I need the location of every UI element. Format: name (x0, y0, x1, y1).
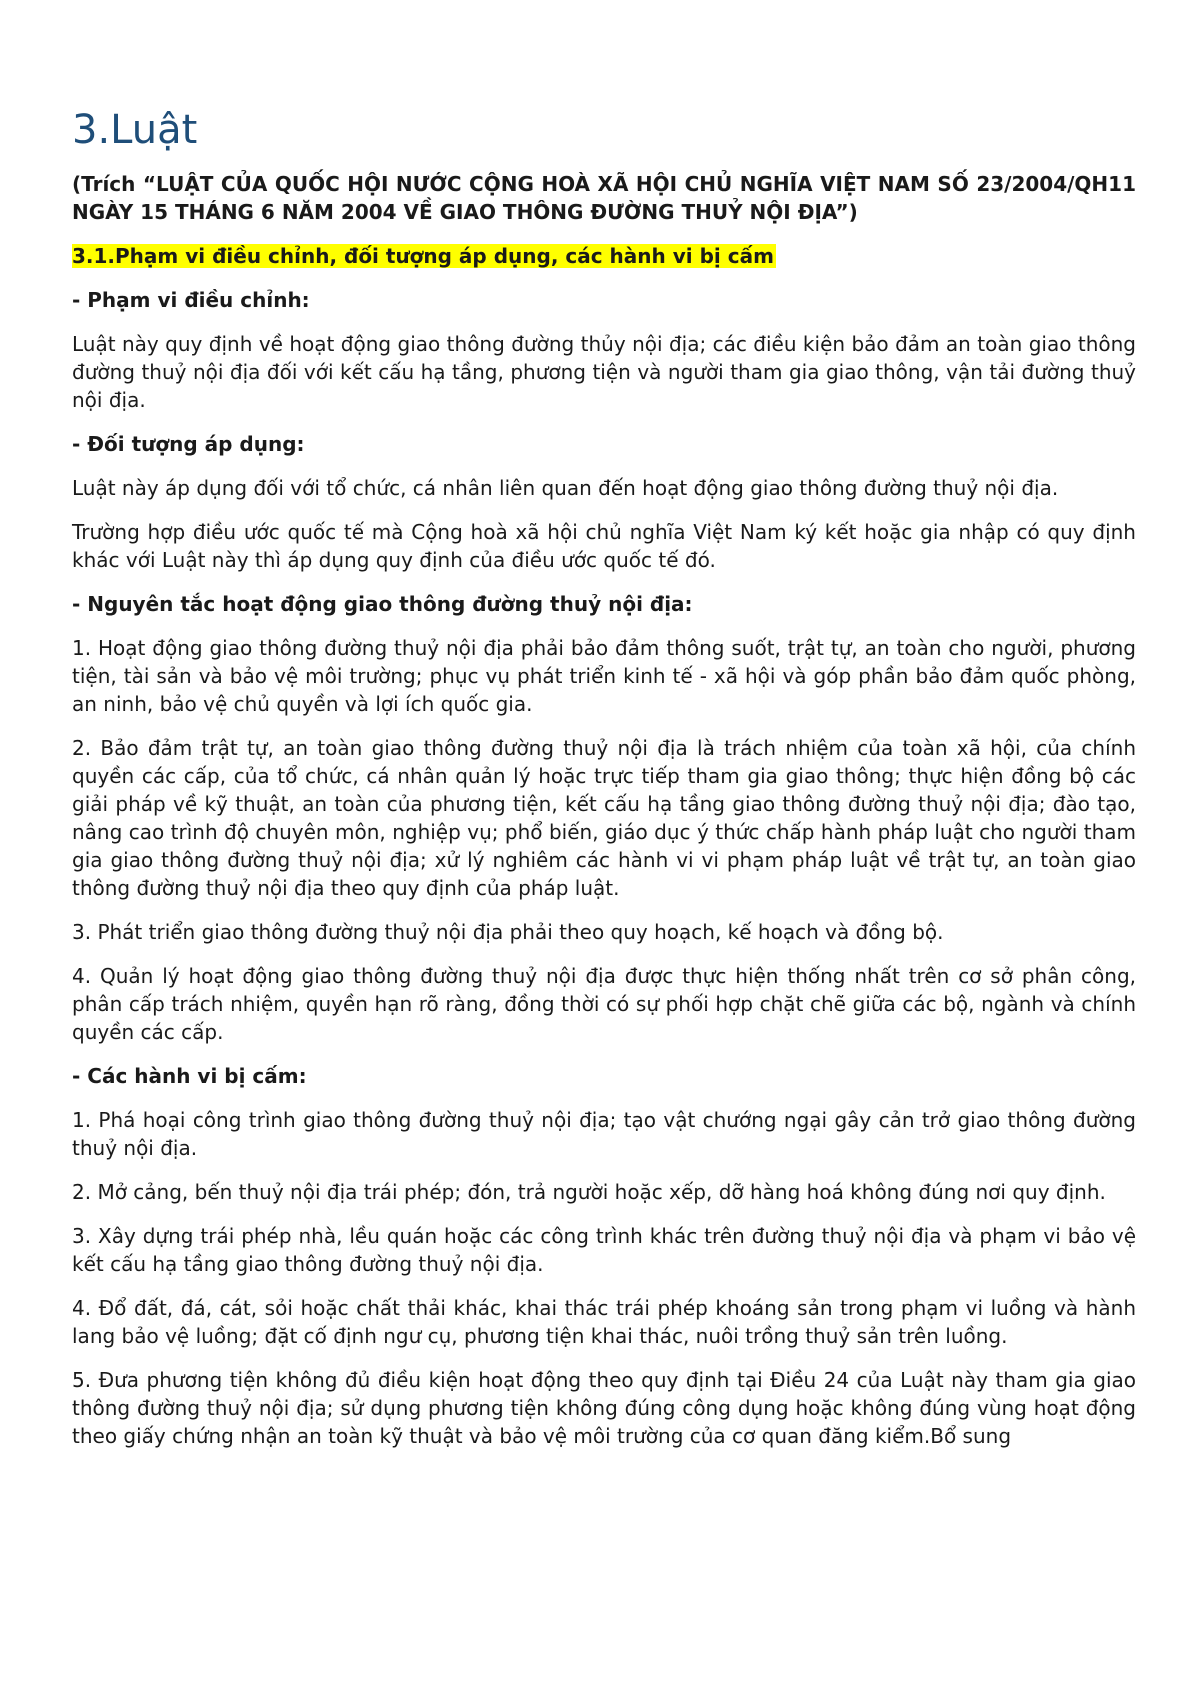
document-title: 3.Luật (72, 107, 198, 153)
prohibited-label: - Các hành vi bị cấm: (72, 1064, 307, 1088)
prohibited-item-1: 1. Phá hoại công trình giao thông đường thuỷ nội địa; tạo vật chướng ngại gây cản trở giao thông đường thuỷ nội địa. (72, 1108, 1136, 1160)
prohibited-item-4: 4. Đổ đất, đá, cát, sỏi hoặc chất thải khác, khai thác trái phép khoáng sản trong phạm vi luồng và hành lang bảo vệ luồng; đặt cố định ngư cụ, phương tiện khai thác, nuôi trồng thuỷ sản trên luồng. (72, 1296, 1136, 1348)
principle-item-1: 1. Hoạt động giao thông đường thuỷ nội địa phải bảo đảm thông suốt, trật tự, an toàn cho người, phương tiện, tài sản và bảo vệ môi trường; phục vụ phát triển kinh tế - xã hội và góp phần bảo đảm quốc phòng, an ninh, bảo vệ chủ quyền và lợi ích quốc gia. (72, 636, 1136, 716)
prohibited-item-3: 3. Xây dựng trái phép nhà, lều quán hoặc các công trình khác trên đường thuỷ nội địa và phạm vi bảo vệ kết cấu hạ tầng giao thông đường thuỷ nội địa. (72, 1224, 1136, 1276)
subjects-paragraph-2: Trường hợp điều ước quốc tế mà Cộng hoà xã hội chủ nghĩa Việt Nam ký kết hoặc gia nhập có quy định khác với Luật này thì áp dụng quy định của điều ước quốc tế đó. (72, 520, 1136, 572)
prohibited-item-2: 2. Mở cảng, bến thuỷ nội địa trái phép; đón, trả người hoặc xếp, dỡ hàng hoá không đúng nơi quy định. (72, 1180, 1106, 1204)
section-heading-highlighted: 3.1.Phạm vi điều chỉnh, đối tượng áp dụng, các hành vi bị cấm (72, 244, 774, 268)
source-quote: (Trích “LUẬT CỦA QUỐC HỘI NƯỚC CỘNG HOÀ XÃ HỘI CHỦ NGHĨA VIỆT NAM SỐ 23/2004/QH11 NGÀY 15 THÁNG 6 NĂM 2004 VỀ GIAO THÔNG ĐƯỜNG THUỶ NỘI ĐỊA”) (72, 172, 1136, 224)
scope-text: Luật này quy định về hoạt động giao thông đường thủy nội địa; các điều kiện bảo đảm an toàn giao thông đường thuỷ nội địa đối với kết cấu hạ tầng, phương tiện và người tham gia giao thông, vận tải đường thuỷ nội địa. (72, 332, 1136, 412)
prohibited-item-5: 5. Đưa phương tiện không đủ điều kiện hoạt động theo quy định tại Điều 24 của Luật này tham gia giao thông đường thuỷ nội địa; sử dụng phương tiện không đúng công dụng hoặc không đúng vùng hoạt động theo giấy chứng nhận an toàn kỹ thuật và bảo vệ môi trường của cơ quan đăng kiểm.Bổ sung (72, 1368, 1136, 1448)
principle-item-3: 3. Phát triển giao thông đường thuỷ nội địa phải theo quy hoạch, kế hoạch và đồng bộ. (72, 920, 944, 944)
principles-label: - Nguyên tắc hoạt động giao thông đường thuỷ nội địa: (72, 592, 693, 616)
principle-item-4: 4. Quản lý hoạt động giao thông đường thuỷ nội địa được thực hiện thống nhất trên cơ sở phân công, phân cấp trách nhiệm, quyền hạn rõ ràng, đồng thời có sự phối hợp chặt chẽ giữa các bộ, ngành và chính quyền các cấp. (72, 964, 1136, 1044)
scope-label: - Phạm vi điều chỉnh: (72, 288, 310, 312)
section-heading-wrap (72, 242, 1136, 270)
subjects-label: - Đối tượng áp dụng: (72, 432, 305, 456)
subjects-paragraph-1: Luật này áp dụng đối với tổ chức, cá nhân liên quan đến hoạt động giao thông đường thuỷ nội địa. (72, 476, 1059, 500)
principle-item-2: 2. Bảo đảm trật tự, an toàn giao thông đường thuỷ nội địa là trách nhiệm của toàn xã hội, của chính quyền các cấp, của tổ chức, cá nhân quản lý hoặc trực tiếp tham gia giao thông; thực hiện đồng bộ các giải pháp về kỹ thuật, an toàn của phương tiện, kết cấu hạ tầng giao thông đường thuỷ nội địa; đào tạo, nâng cao trình độ chuyên môn, nghiệp vụ; phổ biến, giáo dục ý thức chấp hành pháp luật cho người tham gia giao thông đường thuỷ nội địa; xử lý nghiêm các hành vi vi phạm pháp luật về trật tự, an toàn giao thông đường thuỷ nội địa theo quy định của pháp luật. (72, 736, 1136, 900)
